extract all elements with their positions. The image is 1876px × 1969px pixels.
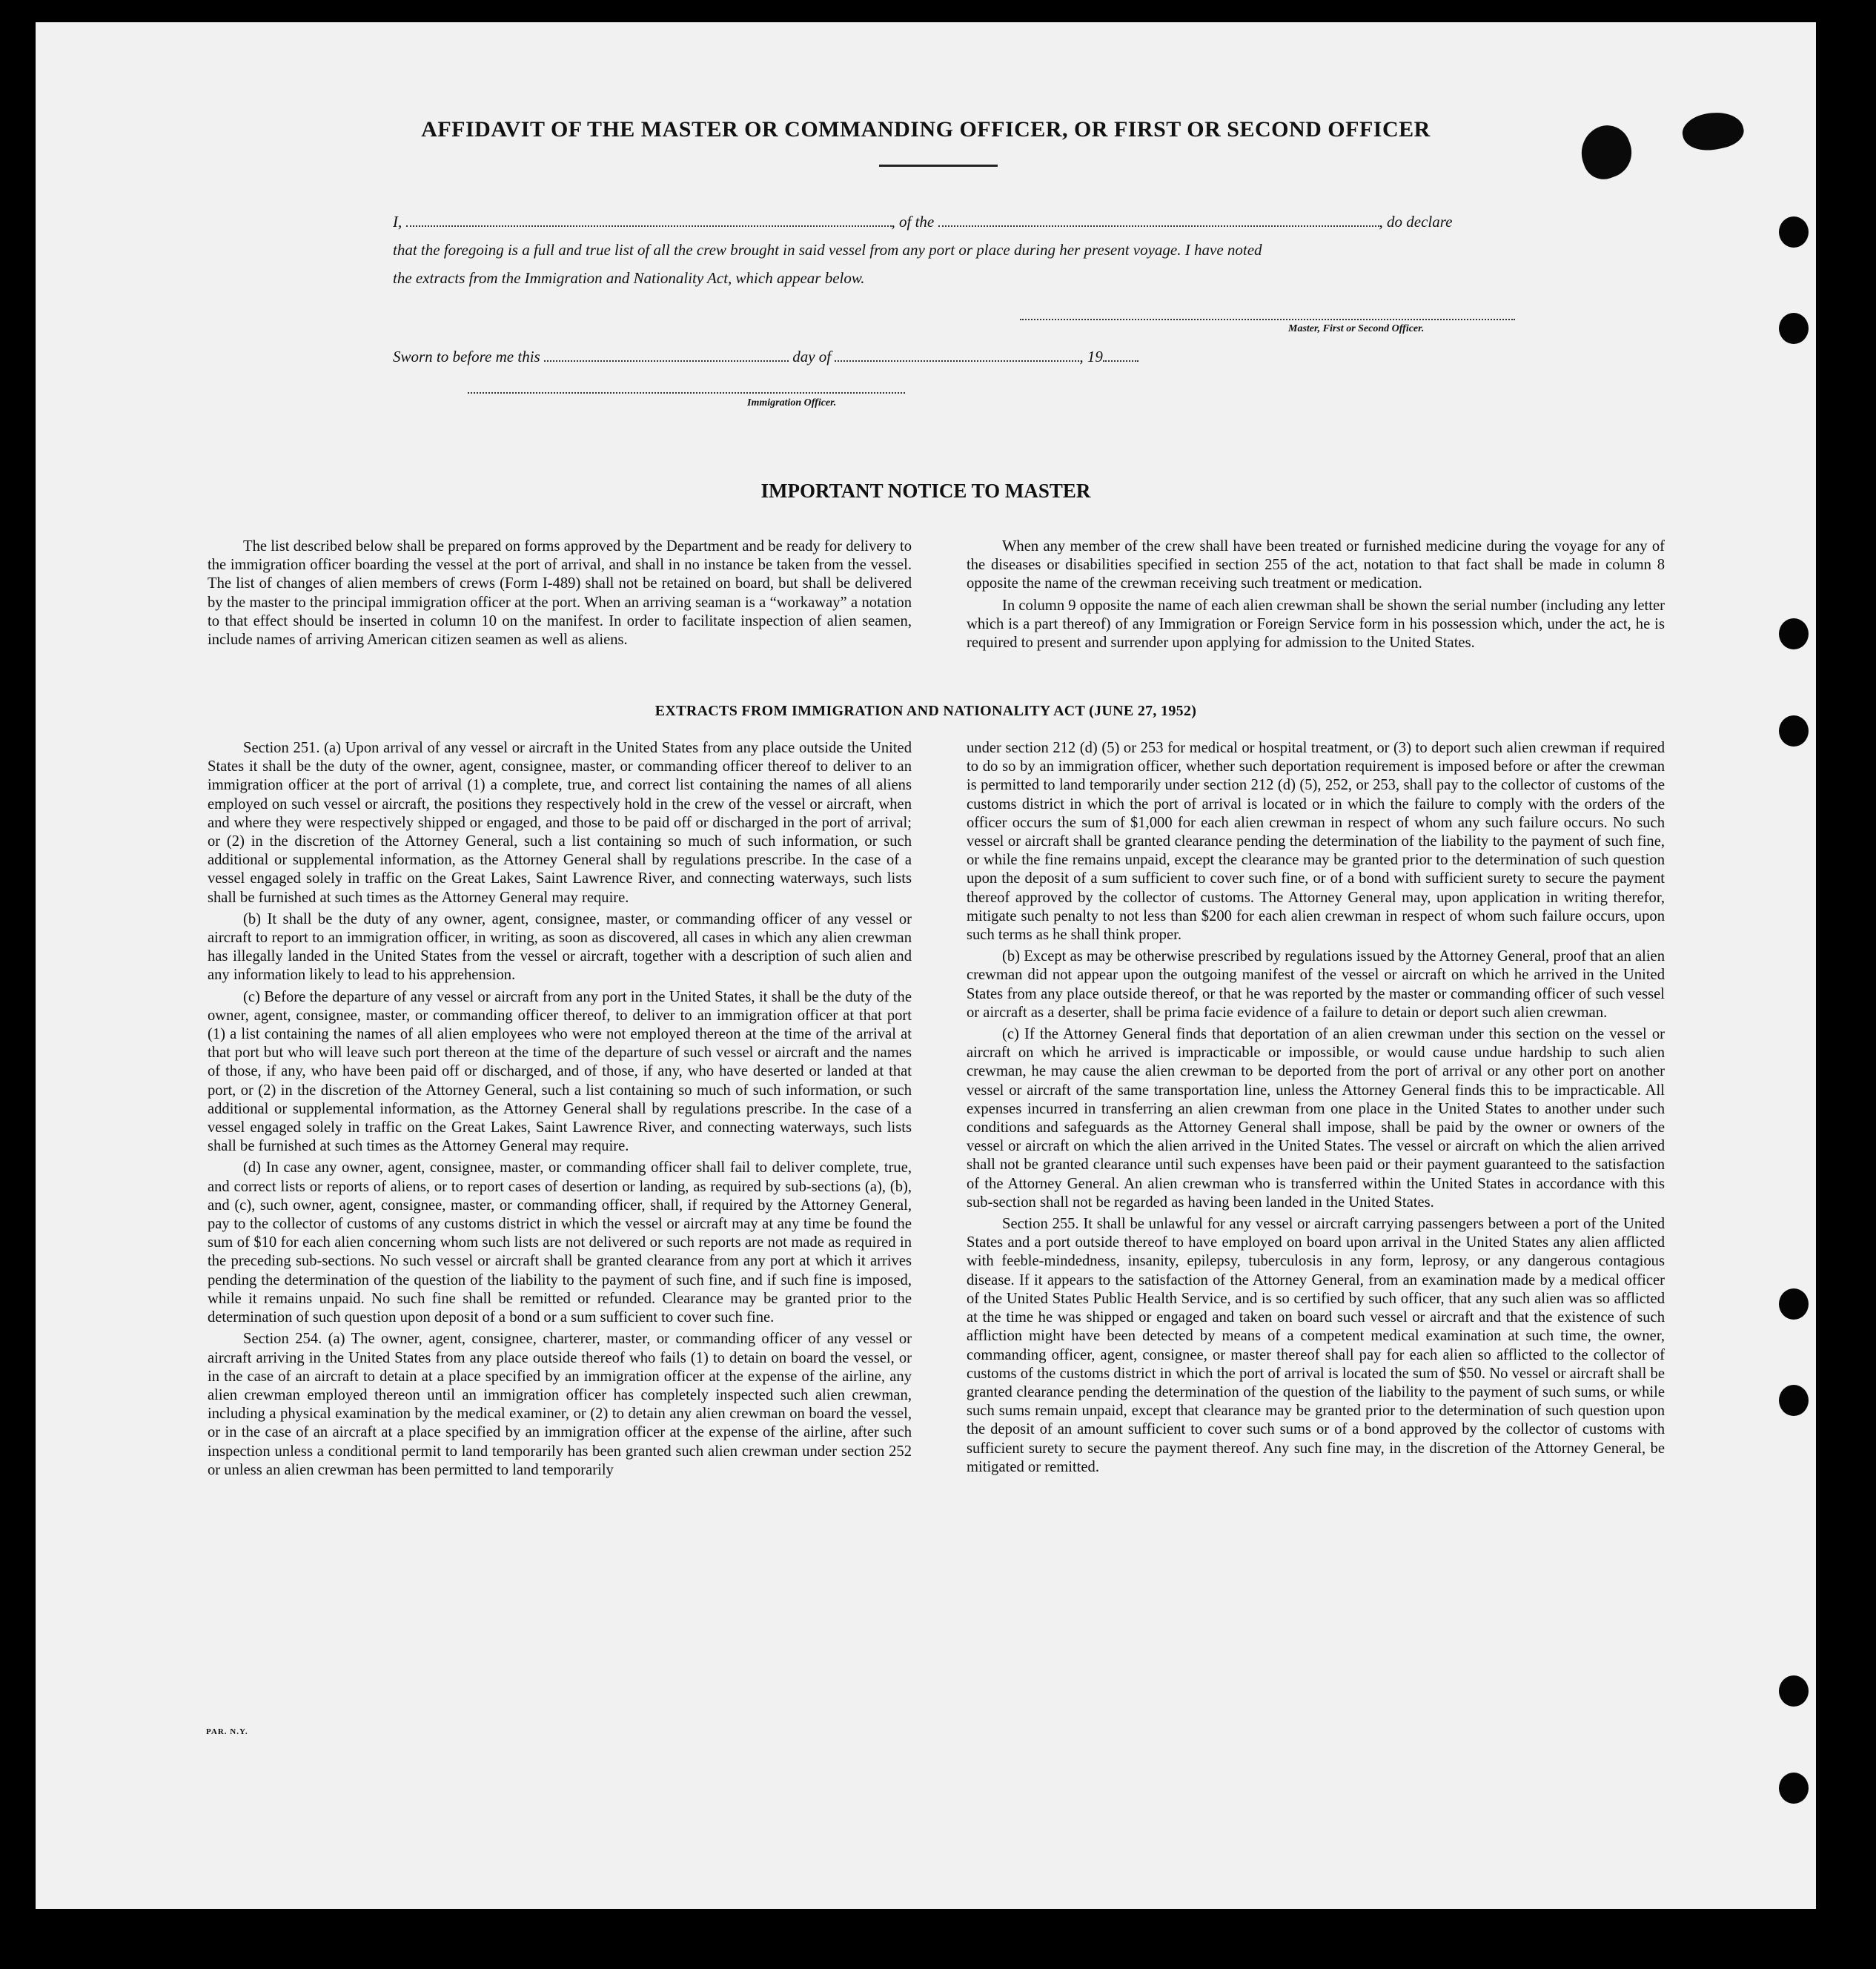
printer-mark: PAR. N.Y. [206, 1727, 248, 1736]
punch-hole [1779, 1385, 1809, 1416]
declaration-line-3: the extracts from the Immigration and Nationality Act, which appear below. [393, 269, 865, 287]
decl-i-label: I, [393, 213, 402, 231]
extract-section-251b: (b) It shall be the duty of any owner, agent, consignee, master, or commanding officer of any vessel or aircraft to report to an immigration officer, in writing, as soon as discovered, all cases in which any alien crewman has illegally landed in the United States from the vessel or aircraft, together with a description of such alien and any information likely to lead to his apprehension. [208, 910, 912, 984]
master-signature-line[interactable] [1020, 319, 1515, 320]
extract-section-254b: (b) Except as may be otherwise prescribed by regulations issued by the Attorney General, proof that an alien crewman did not appear upon the outgoing manifest of the vessel or aircraft on which he arrived in the United States from any place outside thereof, or that he was reported by the master or commanding officer of such vessel or aircraft as a deserter, shall be prima facie evidence of a failure to detain or deport such alien crewman. [967, 948, 1665, 1021]
sworn-day-field[interactable] [544, 347, 789, 362]
title-rule [879, 165, 998, 167]
punch-hole [1779, 1288, 1809, 1320]
punch-hole [1779, 1773, 1809, 1804]
notice-left-paragraph: The list described below shall be prepared on forms approved by the Department and be ready for delivery to the immigration officer boarding the vessel at the port of arrival, and shall in no instance be taken from the vessel. The list of changes of alien members of crews (Form I-489) shall not be retained on board, but shall be delivered by the master to the principal immigration officer at the port. When an arriving seaman is a “workaway” a notation to that effect should be inserted in column 10 on the manifest. In order to facilitate inspection of alien seamen, include names of arriving American citizen seamen as well as aliens. [208, 538, 912, 649]
punch-hole [1779, 313, 1809, 344]
vessel-name-field[interactable] [938, 212, 1379, 227]
extract-section-254a: Section 254. (a) The owner, agent, consignee, charterer, master, or commanding officer of any vessel or aircraft arriving in the United States from any place outside thereof who fails (1) to detain on board the vessel, or in the case of an aircraft to detain at a place specified by an immigration officer at the expense of the airline, any alien crewman employed thereon until an immigration officer has completely inspected such alien crewman, including a physical examination by the medical examiner, or (2) to detain any alien crewman on board the vessel, or in the case of an aircraft at a place specified by an immigration officer at the expense of the airline, after such inspection unless a conditional permit to land temporarily has been granted such alien crewman under section 252 or unless an alien crewman has been permitted to land temporarily [208, 1331, 912, 1478]
decl-of-the-label: , of the [891, 213, 935, 231]
extract-section-255: Section 255. It shall be unlawful for any vessel or aircraft carrying passengers between a port of the United States and a port outside thereof to have employed on board upon arrival in the United States any alien afflicted with feeble-mindedness, insanity, epilepsy, tuberculosis in any form, leprosy, or any dangerous contagious disease. If it appears to the satisfaction of the Attorney General, from an examination made by a medical officer of the United States Public Health Service, and is so certified by such officer, that any such alien was so afflicted at the time he was shipped or engaged and taken on board such vessel or aircraft and that the existence of such affliction might have been detected by means of a competent medical examination at such time, the owner, commanding officer, agent, consignee, or master thereof shall pay for each alien so afflicted to the collector of customs of the customs district in which the port of arrival is located the sum of $50. No vessel or aircraft shall be granted clearance pending the determination of the question of the liability to the payment of such sums, or while such sums remain unpaid, except that clearance may be granted prior to the determination of such question upon the deposit of an amount sufficient to cover such sums or of a bond approved by the collector of customs with sufficient surety to secure the payment thereof. Any such fine may, in the discretion of the Attorney General, be mitigated or remitted. [967, 1216, 1665, 1475]
extract-section-251a: Section 251. (a) Upon arrival of any vessel or aircraft in the United States from any place outside the United States it shall be the duty of the owner, agent, consignee, master, or commanding officer thereof to deliver to an immigration officer at the port of arrival (1) a complete, true, and correct list containing the names of all aliens employed on such vessel or aircraft, the positions they respectively hold in the crew of the vessel or aircraft, when and where they were respectively shipped or engaged, and those to be paid off or discharged in the port of arrival; or (2) in the discretion of the Attorney General, such a list containing so much of such information, or such additional or supplemental information, as the Attorney General shall by regulations prescribe. In the case of a vessel engaged solely in traffic on the Great Lakes, Saint Lawrence River, and connecting waterways, such lists shall be furnished at such times as the Attorney General may require. [208, 740, 912, 906]
master-caption: Master, First or Second Officer. [1288, 323, 1425, 334]
declaration-line-2: that the foregoing is a full and true list of all the crew brought in said vessel from any port or place during her present voyage. I have noted [393, 241, 1262, 259]
sworn-year-field[interactable] [1103, 347, 1138, 362]
sworn-day-label: day of [792, 348, 832, 365]
extract-section-251c: (c) Before the departure of any vessel or aircraft from any port in the United States, it shall be the duty of the owner, agent, consignee, master, or commanding officer thereof, to deliver to an immigration officer at that port (1) a list containing the names of all alien employees who were not employed thereon at the time of the arrival at that port but who will leave such port thereon at the time of the departure of such vessel or aircraft and the names of those, if any, who have been paid off or discharged, and of those, if any, who have deserted or landed at that port, or (2) in the discretion of the Attorney General, such a list containing so much of such information, or such additional or supplemental information, as the Attorney General shall by regulations prescribe. In the case of a vessel engaged solely in traffic on the Great Lakes, Saint Lawrence River, and connecting waterways, such lists shall be furnished at such times as the Attorney General may require. [208, 988, 912, 1155]
affidavit-title: AFFIDAVIT OF THE MASTER OR COMMANDING OFFICER, OR FIRST OR SECOND OFFICER [421, 117, 1431, 142]
officer-signature-line[interactable] [468, 392, 905, 394]
form-page [36, 22, 1816, 1909]
extract-section-254c: (c) If the Attorney General finds that deportation of an alien crewman under this section on the vessel or aircraft on which he arrived is impracticable or impossible, or would cause undue hardship to such alien crewman, he may cause the alien crewman to be deported from the port of arrival or any other port on another vessel or aircraft of the same transportation line, unless the Attorney General finds this to be impracticable. All expenses incurred in transferring an alien crewman from one place in the United States to another under such conditions and safeguards as the Attorney General shall impose, shall be paid by the owner or owners of the vessel or aircraft on which the alien arrived in the United States. The vessel or aircraft on which the alien arrived shall not be granted clearance until such expenses have been paid or their payment guaranteed to the satisfaction of the Attorney General. An alien crewman who is transferred within the United States in accordance with this sub-section shall not be regarded as having been landed in the United States. [967, 1026, 1665, 1211]
notice-title: IMPORTANT NOTICE TO MASTER [760, 480, 1091, 502]
punch-hole [1779, 216, 1809, 248]
notice-left-column [208, 537, 912, 652]
sworn-month-field[interactable] [835, 347, 1079, 362]
notice-right-column [967, 537, 1665, 655]
punch-hole [1779, 1675, 1809, 1707]
extracts-right-column [967, 739, 1665, 1480]
decl-declare-label: , do declare [1379, 213, 1453, 231]
sworn-prefix-label: Sworn to before me this [393, 348, 540, 365]
punch-hole [1779, 715, 1809, 747]
extract-section-251d: (d) In case any owner, agent, consignee, master, or commanding officer shall fail to deliver complete, true, and correct lists or reports of aliens, or to report cases of desertion or landing, as required by sub-sections (a), (b), and (c), such owner, agent, consignee, master, or commanding officer, shall, if required by the Attorney General, pay to the collector of customs of any customs district in which the vessel or aircraft may at any time be found the sum of $10 for each alien concerning whom such lists are not delivered or such reports are not made as required in the preceding sub-sections. No such vessel or aircraft shall be granted clearance from any port at which it arrives pending the determination of the question of the liability to the payment of such fine, and if such fine is imposed, while it remains unpaid. No such fine shall be remitted or refunded. Clearance may be granted prior to the determination of such question upon deposit of a bond or a sum sufficient to cover such fine. [208, 1159, 912, 1326]
declaration-line-1 [393, 208, 1452, 236]
notice-right-paragraph-1: When any member of the crew shall have been treated or furnished medicine during the voyage for any of the diseases or disabilities specified in section 255 of the act, notation to that fact shall be made in column 8 opposite the name of the crewman receiving such treatment or medication. [967, 538, 1665, 592]
ink-blot [1680, 107, 1747, 156]
extract-section-254a-continued: under section 212 (d) (5) or 253 for medical or hospital treatment, or (3) to deport such alien crewman if required to do so by an immigration officer, whether such deportation requirement is imposed before or after the crewman is permitted to land temporarily under section 212 (d) (5), 252, or 253, shall pay to the collector of customs of the customs district in which the port of arrival is located or in which the failure to comply with the orders of the officer occurs the sum of $1,000 for each alien crewman in respect of whom any such failure occurs. No such vessel or aircraft shall be granted clearance pending the determination of the liability to the payment of such fine, or while the fine remains unpaid, except the clearance may be granted prior to the determination of such question upon the deposit of a sum sufficient to cover such fine, or of a bond with sufficient surety to secure the payment thereof approved by the collector of customs. The Attorney General may, upon application in writing therefor, mitigate such penalty to not less than $200 for each alien crewman in respect of whom such failure occurs, upon such terms as he shall think proper. [967, 740, 1665, 944]
sworn-line [393, 342, 1138, 371]
sworn-year-label: , 19 [1079, 348, 1103, 365]
declarant-name-field[interactable] [406, 212, 892, 227]
extracts-left-column [208, 739, 912, 1483]
extracts-title: EXTRACTS FROM IMMIGRATION AND NATIONALITY ACT (JUNE 27, 1952) [654, 703, 1197, 719]
officer-caption: Immigration Officer. [747, 397, 837, 408]
punch-hole [1779, 618, 1809, 649]
notice-right-paragraph-2: In column 9 opposite the name of each alien crewman shall be shown the serial number (including any letter which is a part thereof) of any Immigration or Foreign Service form in his possession which, under the act, he is required to present and surrender upon applying for admission to the United States. [967, 597, 1665, 652]
